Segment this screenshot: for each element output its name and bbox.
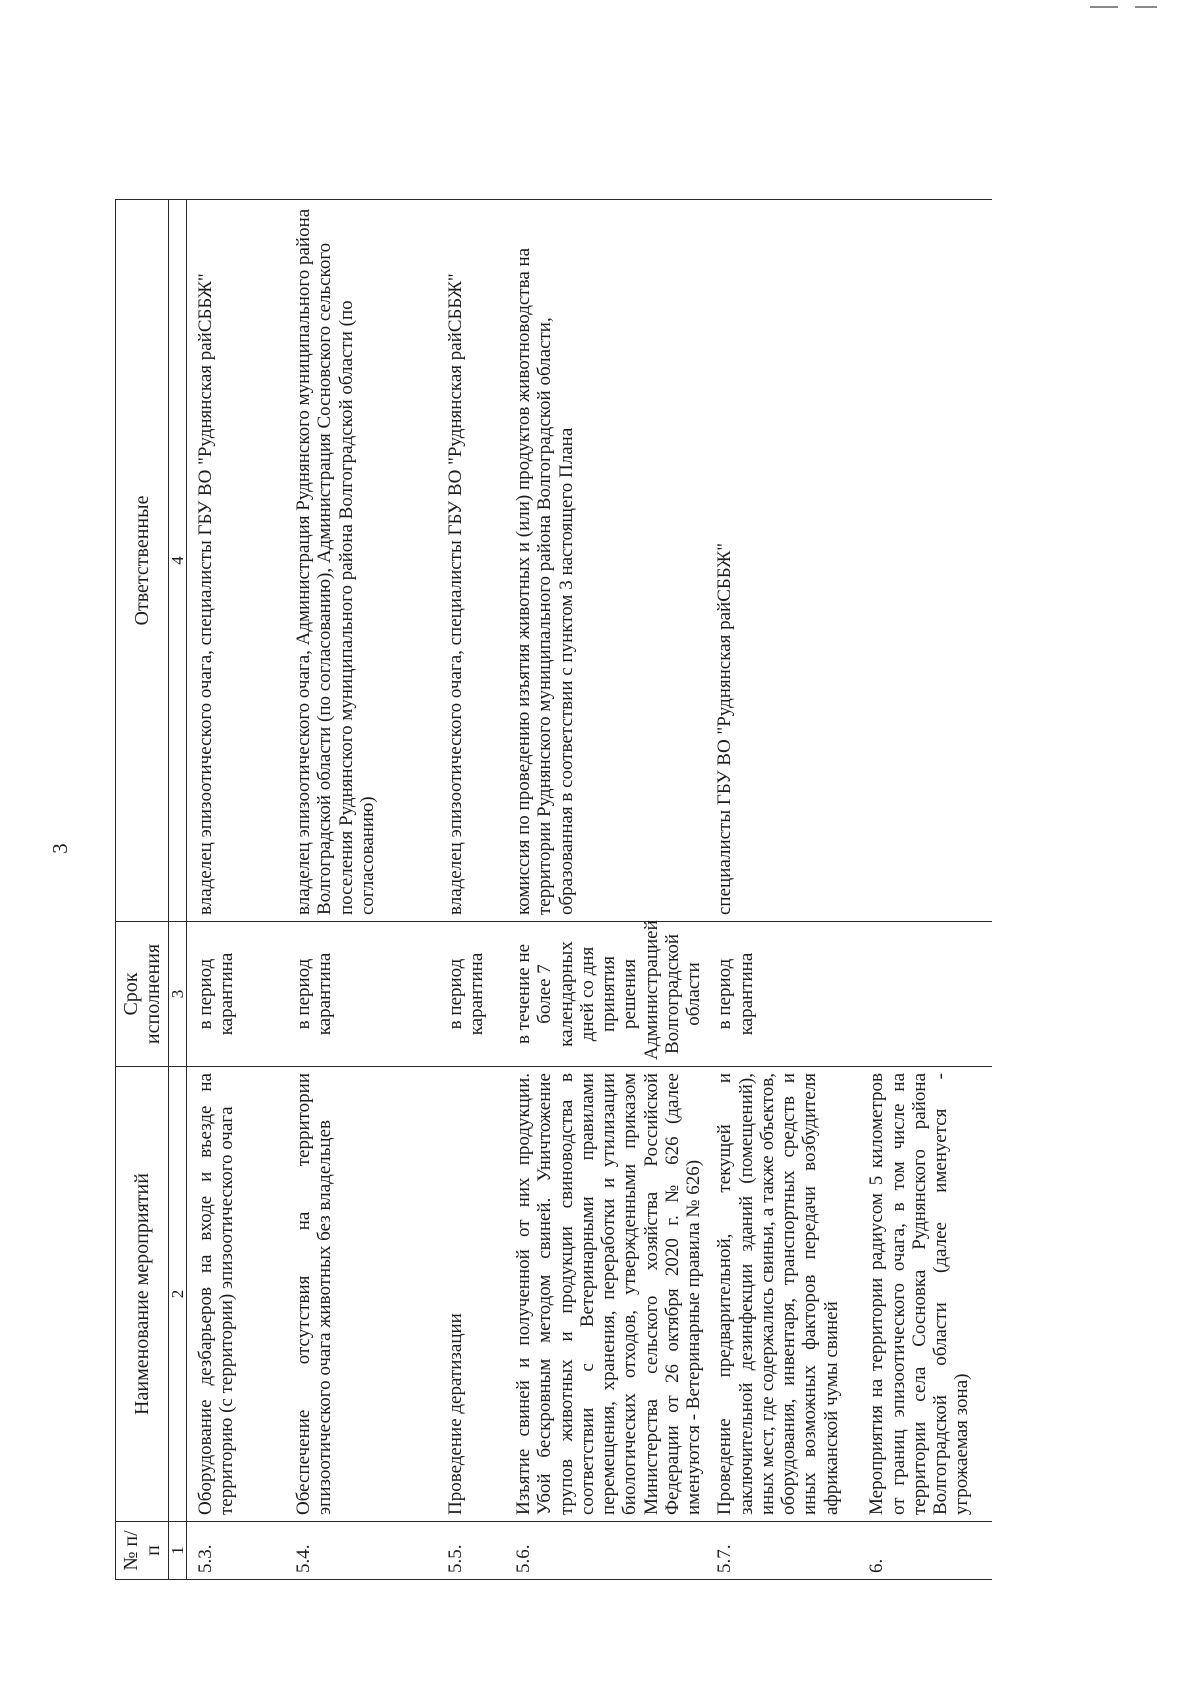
row-term: в период карантина — [285, 922, 437, 1067]
row-name: Изъятие свиней и полученной от них продукции. Убой бескровным методом свиней. Уничтожение трупов животных и продукции свиноводства в соответствии с Ветеринарными правилами перемещения, хранения, переработки и утилизации биологических отходов, утвержденными приказом Министерства сельского хозяйства Российской Федерации от 26 октября 2020 г. № 626 (далее именуются - Ветеринарные правила № 626) — [505, 1067, 706, 1522]
row-responsible: комиссия по проведению изъятия животных и (или) продуктов животноводства на территории Руднянского муниципального района Волгоградской области, образованная в соответствии с пунктом 3 настоящего Плана — [505, 200, 706, 922]
column-number-3: 3 — [169, 922, 187, 1067]
row-name: Проведение предварительной, текущей и заключительной дезинфекции зданий (помещений), иных мест, где содержались свиньи, а также объектов, оборудования, инвентаря, транспортных средств и иных возможных факторов передачи возбудителя африканской чумы свиней — [706, 1067, 858, 1522]
row-term: в период карантина — [437, 922, 505, 1067]
table-row — [858, 200, 992, 1580]
column-number-1: 1 — [169, 1522, 187, 1580]
header-term: Срок исполнения — [116, 922, 169, 1067]
scan-artifact — [1135, 6, 1157, 8]
row-number: 5.3. — [187, 1522, 286, 1580]
plan-table — [115, 199, 992, 1580]
row-term — [858, 922, 992, 1067]
page-number: 3 — [47, 843, 72, 854]
row-name: Проведение дератизации — [437, 1067, 505, 1522]
row-number: 5.6. — [505, 1522, 706, 1580]
table-row — [437, 200, 505, 1580]
scan-artifact — [1090, 6, 1118, 8]
row-responsible: владелец эпизоотического очага, Администрация Руднянского муниципального района Волгоградской области (по согласованию), Администрация Сосновского сельского поселения Руднянского муниципального района Волгоградской области (по согласованию) — [285, 200, 437, 922]
table-index-row — [169, 200, 187, 1580]
row-responsible: специалисты ГБУ ВО "Руднянская райСББЖ" — [706, 200, 858, 922]
column-number-4: 4 — [169, 200, 187, 922]
header-number: № п/п — [116, 1522, 169, 1580]
row-term: в период карантина — [706, 922, 858, 1067]
header-responsible: Ответственные — [116, 200, 169, 922]
table-row — [187, 200, 286, 1580]
row-number: 6. — [858, 1522, 992, 1580]
row-responsible: владелец эпизоотического очага, специалисты ГБУ ВО "Руднянская райСББЖ" — [437, 200, 505, 922]
row-name: Оборудование дезбарьеров на входе и въезде на территорию (с территории) эпизоотического очага — [187, 1067, 286, 1522]
table-header-row — [116, 200, 169, 1580]
table-row — [505, 200, 706, 1580]
row-term: в период карантина — [187, 922, 286, 1067]
column-number-2: 2 — [169, 1067, 187, 1522]
row-responsible — [858, 200, 992, 922]
row-term: в течение не более 7 календарных дней со дня принятия решения Администрацией Волгоградской области — [505, 922, 706, 1067]
row-name: Обеспечение отсутствия на территории эпизоотического очага животных без владельцев — [285, 1067, 437, 1522]
row-number: 5.5. — [437, 1522, 505, 1580]
row-responsible: владелец эпизоотического очага, специалисты ГБУ ВО "Руднянская райСББЖ" — [187, 200, 286, 922]
table-row — [285, 200, 437, 1580]
rotated-table-container — [115, 200, 1095, 1580]
row-number: 5.7. — [706, 1522, 858, 1580]
table-row — [706, 200, 858, 1580]
row-name: Мероприятия на территории радиусом 5 километров от границ эпизоотического очага, в том числе на территории села Сосновка Руднянского района Волгоградской области (далее именуется - угрожаемая зона) — [858, 1067, 992, 1522]
row-number: 5.4. — [285, 1522, 437, 1580]
header-name: Наименование мероприятий — [116, 1067, 169, 1522]
